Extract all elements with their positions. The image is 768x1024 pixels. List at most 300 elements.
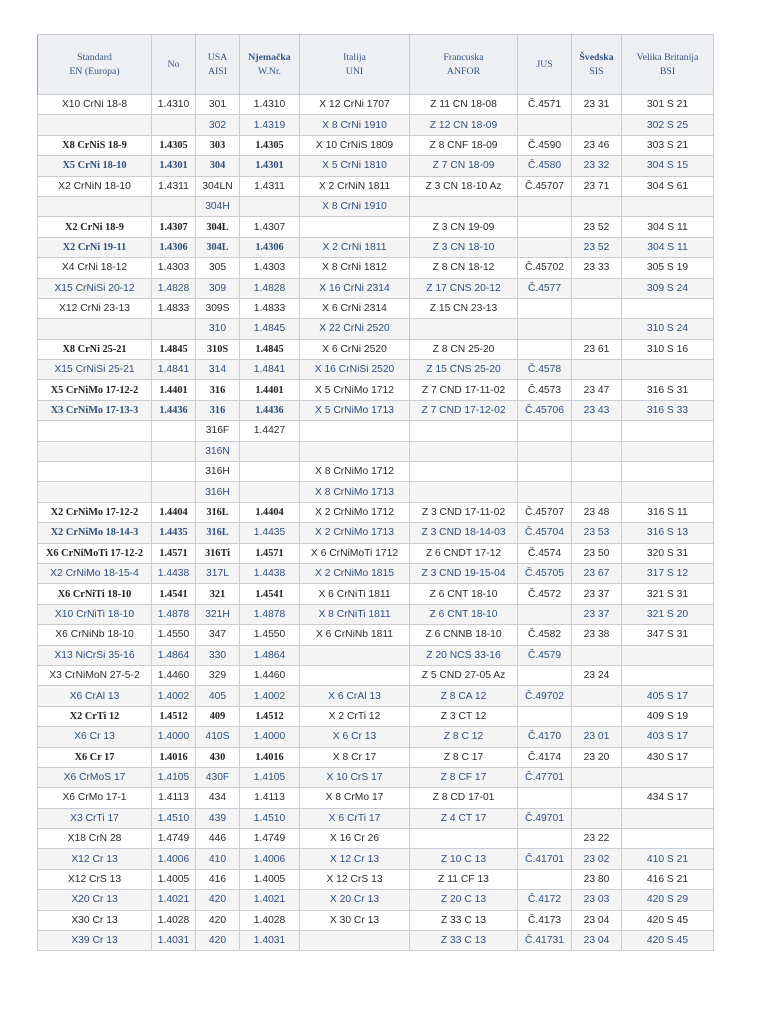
uni-cell: X 5 CrNi 1810 [300,156,410,176]
anfor-cell: Z 8 CN 18-12 [410,258,518,278]
bsi-cell: 316 S 11 [622,502,714,522]
bsi-cell: 301 S 21 [622,95,714,115]
bsi-cell: 420 S 45 [622,910,714,930]
sis-cell: 23 52 [572,217,622,237]
jus-cell: Č.4174 [518,747,572,767]
table-row [38,849,714,869]
aisi-cell: 405 [196,686,240,706]
en-designation-cell [38,462,152,482]
aisi-cell: 329 [196,665,240,685]
uni-cell: X 6 CrNiTi 1811 [300,584,410,604]
uni-cell: X 8 CrNiMo 1712 [300,462,410,482]
anfor-cell: Z 3 CN 19-09 [410,217,518,237]
anfor-cell: Z 8 C 12 [410,727,518,747]
sis-cell [572,767,622,787]
sis-cell: 23 46 [572,135,622,155]
anfor-cell: Z 3 CND 19-15-04 [410,563,518,583]
material-number-cell: 1.4864 [152,645,196,665]
wnr-cell: 1.4006 [240,849,300,869]
jus-cell: Č.45706 [518,400,572,420]
en-designation-cell: X12 CrS 13 [38,869,152,889]
jus-cell: Č.41701 [518,849,572,869]
jus-cell: Č.4571 [518,95,572,115]
aisi-cell: 316L [196,523,240,543]
en-designation-cell: X4 CrNi 18-12 [38,258,152,278]
uni-cell: X 20 Cr 13 [300,890,410,910]
wnr-cell: 1.4864 [240,645,300,665]
bsi-cell [622,298,714,318]
table-row [38,135,714,155]
bsi-cell: 434 S 17 [622,788,714,808]
bsi-cell: 302 S 25 [622,115,714,135]
wnr-cell: 1.4404 [240,502,300,522]
anfor-cell: Z 3 CND 17-11-02 [410,502,518,522]
bsi-cell: 403 S 17 [622,727,714,747]
aisi-cell: 303 [196,135,240,155]
uni-cell [300,441,410,461]
uni-cell: X 5 CrNiMo 1713 [300,400,410,420]
en-designation-cell: X12 CrNi 23-13 [38,298,152,318]
wnr-cell: 1.4427 [240,421,300,441]
jus-cell [518,829,572,849]
sis-cell [572,441,622,461]
bsi-cell: 320 S 31 [622,543,714,563]
aisi-cell: 304L [196,217,240,237]
jus-cell: Č.47701 [518,767,572,787]
wnr-cell: 1.4031 [240,931,300,951]
sis-cell [572,706,622,726]
en-designation-cell: X3 CrTi 17 [38,808,152,828]
uni-cell: X 12 Cr 13 [300,849,410,869]
bsi-cell: 304 S 11 [622,217,714,237]
table-row [38,706,714,726]
jus-cell [518,298,572,318]
table-row [38,441,714,461]
sis-cell: 23 37 [572,584,622,604]
en-designation-cell [38,319,152,339]
wnr-cell: 1.4000 [240,727,300,747]
material-number-cell [152,421,196,441]
bsi-cell: 310 S 16 [622,339,714,359]
jus-cell: Č.4579 [518,645,572,665]
aisi-cell: 416 [196,869,240,889]
jus-cell: Č.4590 [518,135,572,155]
material-number-cell [152,115,196,135]
aisi-cell: 309S [196,298,240,318]
bsi-cell: 347 S 31 [622,625,714,645]
aisi-cell: 316 [196,380,240,400]
sis-cell: 23 02 [572,849,622,869]
table-row [38,523,714,543]
wnr-cell [240,441,300,461]
material-number-cell: 1.4113 [152,788,196,808]
wnr-cell: 1.4301 [240,156,300,176]
bsi-cell [622,441,714,461]
sis-cell: 23 01 [572,727,622,747]
bsi-cell: 304 S 61 [622,176,714,196]
sis-cell: 23 03 [572,890,622,910]
material-number-cell: 1.4301 [152,156,196,176]
aisi-cell: 304LN [196,176,240,196]
bsi-cell: 409 S 19 [622,706,714,726]
header-sweden-sis: Švedska SIS [572,35,622,95]
bsi-cell [622,462,714,482]
uni-cell: X 6 CrNiMoTi 1712 [300,543,410,563]
material-number-cell: 1.4105 [152,767,196,787]
jus-cell: Č.45704 [518,523,572,543]
aisi-cell: 310S [196,339,240,359]
uni-cell: X 8 CrNi 1910 [300,115,410,135]
table-row [38,482,714,502]
material-number-cell: 1.4307 [152,217,196,237]
bsi-cell: 309 S 24 [622,278,714,298]
bsi-cell [622,645,714,665]
anfor-cell: Z 8 CA 12 [410,686,518,706]
jus-cell [518,237,572,257]
anfor-cell: Z 17 CNS 20-12 [410,278,518,298]
en-designation-cell: X2 CrNiMo 17-12-2 [38,502,152,522]
jus-cell: Č.41731 [518,931,572,951]
en-designation-cell: X2 CrNiMo 18-14-3 [38,523,152,543]
material-number-cell: 1.4016 [152,747,196,767]
en-designation-cell [38,482,152,502]
bsi-cell [622,482,714,502]
aisi-cell: 304L [196,237,240,257]
aisi-cell: 304H [196,196,240,216]
bsi-cell: 420 S 29 [622,890,714,910]
en-designation-cell: X13 NiCrSi 35-16 [38,645,152,665]
table-header [38,35,714,95]
table-row [38,421,714,441]
bsi-cell [622,808,714,828]
sis-cell: 23 47 [572,380,622,400]
en-designation-cell: X6 CrNiNb 18-10 [38,625,152,645]
material-number-cell: 1.4510 [152,808,196,828]
anfor-cell: Z 12 CN 18-09 [410,115,518,135]
jus-cell [518,319,572,339]
uni-cell [300,645,410,665]
wnr-cell: 1.4307 [240,217,300,237]
en-designation-cell: X30 Cr 13 [38,910,152,930]
wnr-cell: 1.4303 [240,258,300,278]
table-body [38,95,714,951]
bsi-cell: 410 S 21 [622,849,714,869]
bsi-cell: 321 S 31 [622,584,714,604]
en-designation-cell: X6 Cr 13 [38,727,152,747]
aisi-cell: 316H [196,462,240,482]
en-designation-cell: X2 CrTi 12 [38,706,152,726]
sis-cell [572,115,622,135]
wnr-cell: 1.4845 [240,339,300,359]
wnr-cell: 1.4571 [240,543,300,563]
sis-cell: 23 33 [572,258,622,278]
en-designation-cell: X2 CrNiN 18-10 [38,176,152,196]
aisi-cell: 304 [196,156,240,176]
aisi-cell: 446 [196,829,240,849]
en-designation-cell: X3 CrNiMoN 27-5-2 [38,665,152,685]
uni-cell: X 8 Cr 17 [300,747,410,767]
en-designation-cell: X6 CrAl 13 [38,686,152,706]
table-row [38,808,714,828]
bsi-cell: 317 S 12 [622,563,714,583]
table-row [38,890,714,910]
jus-cell [518,604,572,624]
en-designation-cell: X15 CrNiSi 25-21 [38,360,152,380]
bsi-cell: 321 S 20 [622,604,714,624]
table-row [38,604,714,624]
sis-cell: 23 67 [572,563,622,583]
table-row [38,196,714,216]
material-number-cell: 1.4438 [152,563,196,583]
bsi-cell: 303 S 21 [622,135,714,155]
sis-cell: 23 71 [572,176,622,196]
anfor-cell: Z 20 NCS 33-16 [410,645,518,665]
anfor-cell [410,482,518,502]
material-number-cell: 1.4541 [152,584,196,604]
uni-cell: X 8 CrNiTi 1811 [300,604,410,624]
material-number-cell: 1.4021 [152,890,196,910]
aisi-cell: 302 [196,115,240,135]
wnr-cell: 1.4311 [240,176,300,196]
header-germany-wnr: Njemačka W.Nr. [240,35,300,95]
wnr-cell [240,482,300,502]
anfor-cell: Z 11 CN 18-08 [410,95,518,115]
material-number-cell: 1.4841 [152,360,196,380]
anfor-cell: Z 3 CN 18-10 Az [410,176,518,196]
material-number-cell: 1.4878 [152,604,196,624]
uni-cell: X 6 CrTi 17 [300,808,410,828]
aisi-cell: 310 [196,319,240,339]
material-number-cell: 1.4460 [152,665,196,685]
jus-cell: Č.4582 [518,625,572,645]
sis-cell: 23 04 [572,931,622,951]
aisi-cell: 410 [196,849,240,869]
anfor-cell [410,319,518,339]
aisi-cell: 317L [196,563,240,583]
bsi-cell: 430 S 17 [622,747,714,767]
en-designation-cell: X6 CrMoS 17 [38,767,152,787]
aisi-cell: 316F [196,421,240,441]
table-row [38,625,714,645]
en-designation-cell: X39 Cr 13 [38,931,152,951]
table-row [38,380,714,400]
table-row [38,462,714,482]
material-number-cell: 1.4310 [152,95,196,115]
en-designation-cell [38,421,152,441]
aisi-cell: 330 [196,645,240,665]
en-designation-cell: X12 Cr 13 [38,849,152,869]
table-row [38,217,714,237]
anfor-cell: Z 11 CF 13 [410,869,518,889]
wnr-cell: 1.4310 [240,95,300,115]
sis-cell: 23 20 [572,747,622,767]
anfor-cell: Z 4 CT 17 [410,808,518,828]
aisi-cell: 316H [196,482,240,502]
sis-cell: 23 37 [572,604,622,624]
sis-cell [572,278,622,298]
material-number-cell: 1.4005 [152,869,196,889]
sis-cell: 23 48 [572,502,622,522]
en-designation-cell: X10 CrNi 18-8 [38,95,152,115]
material-number-cell: 1.4311 [152,176,196,196]
wnr-cell: 1.4319 [240,115,300,135]
bsi-cell [622,665,714,685]
uni-cell: X 8 CrMo 17 [300,788,410,808]
wnr-cell: 1.4749 [240,829,300,849]
table-row [38,95,714,115]
wnr-cell: 1.4002 [240,686,300,706]
jus-cell: Č.4573 [518,380,572,400]
material-number-cell: 1.4436 [152,400,196,420]
anfor-cell: Z 15 CN 23-13 [410,298,518,318]
jus-cell [518,217,572,237]
uni-cell [300,665,410,685]
anfor-cell: Z 7 CND 17-12-02 [410,400,518,420]
uni-cell: X 2 CrNiMo 1713 [300,523,410,543]
uni-cell [300,421,410,441]
jus-cell [518,706,572,726]
bsi-cell: 316 S 13 [622,523,714,543]
en-designation-cell: X10 CrNiTi 18-10 [38,604,152,624]
header-italy-uni: Italija UNI [300,35,410,95]
sis-cell [572,686,622,706]
jus-cell: Č.4578 [518,360,572,380]
en-designation-cell: X2 CrNiMo 18-15-4 [38,563,152,583]
aisi-cell: 420 [196,890,240,910]
anfor-cell: Z 33 C 13 [410,931,518,951]
uni-cell: X 2 CrNiMo 1712 [300,502,410,522]
jus-cell: Č.49701 [518,808,572,828]
material-number-cell: 1.4828 [152,278,196,298]
material-number-cell [152,196,196,216]
jus-cell [518,441,572,461]
bsi-cell: 304 S 15 [622,156,714,176]
uni-cell: X 16 Cr 26 [300,829,410,849]
table-row [38,502,714,522]
sis-cell: 23 04 [572,910,622,930]
jus-cell: Č.4572 [518,584,572,604]
sis-cell: 23 43 [572,400,622,420]
uni-cell: X 30 Cr 13 [300,910,410,930]
bsi-cell: 304 S 11 [622,237,714,257]
material-number-cell: 1.4006 [152,849,196,869]
aisi-cell: 420 [196,931,240,951]
jus-cell [518,115,572,135]
aisi-cell: 430F [196,767,240,787]
table-row [38,727,714,747]
en-designation-cell: X5 CrNi 18-10 [38,156,152,176]
uni-cell: X 6 CrAl 13 [300,686,410,706]
en-designation-cell: X6 CrNiMoTi 17-12-2 [38,543,152,563]
anfor-cell: Z 8 CNF 18-09 [410,135,518,155]
wnr-cell: 1.4021 [240,890,300,910]
jus-cell [518,665,572,685]
en-designation-cell [38,441,152,461]
anfor-cell: Z 3 CT 12 [410,706,518,726]
jus-cell: Č.4172 [518,890,572,910]
sis-cell [572,421,622,441]
anfor-cell: Z 8 CF 17 [410,767,518,787]
material-number-cell: 1.4401 [152,380,196,400]
uni-cell: X 5 CrNiMo 1712 [300,380,410,400]
sis-cell: 23 22 [572,829,622,849]
en-designation-cell: X5 CrNiMo 17-12-2 [38,380,152,400]
wnr-cell: 1.4105 [240,767,300,787]
anfor-cell: Z 3 CN 18-10 [410,237,518,257]
jus-cell [518,421,572,441]
jus-cell: Č.45707 [518,502,572,522]
jus-cell: Č.45705 [518,563,572,583]
aisi-cell: 321 [196,584,240,604]
uni-cell: X 8 CrNi 1812 [300,258,410,278]
table-row [38,319,714,339]
anfor-cell: Z 15 CNS 25-20 [410,360,518,380]
sis-cell [572,808,622,828]
table-row [38,584,714,604]
jus-cell [518,869,572,889]
aisi-cell: 439 [196,808,240,828]
table-row [38,747,714,767]
sis-cell [572,645,622,665]
steel-equivalence-table [37,34,714,951]
anfor-cell: Z 10 C 13 [410,849,518,869]
uni-cell [300,931,410,951]
aisi-cell: 309 [196,278,240,298]
aisi-cell: 420 [196,910,240,930]
aisi-cell: 301 [196,95,240,115]
en-designation-cell [38,196,152,216]
material-number-cell: 1.4306 [152,237,196,257]
wnr-cell: 1.4460 [240,665,300,685]
jus-cell [518,196,572,216]
material-number-cell: 1.4303 [152,258,196,278]
sis-cell [572,298,622,318]
wnr-cell: 1.4305 [240,135,300,155]
en-designation-cell: X6 Cr 17 [38,747,152,767]
bsi-cell [622,767,714,787]
anfor-cell: Z 8 C 17 [410,747,518,767]
anfor-cell: Z 8 CD 17-01 [410,788,518,808]
table-row [38,543,714,563]
sis-cell [572,319,622,339]
anfor-cell: Z 6 CNDT 17-12 [410,543,518,563]
bsi-cell [622,421,714,441]
anfor-cell: Z 7 CN 18-09 [410,156,518,176]
header-usa-aisi: USA AISI [196,35,240,95]
material-number-cell: 1.4833 [152,298,196,318]
wnr-cell: 1.4833 [240,298,300,318]
bsi-cell: 310 S 24 [622,319,714,339]
anfor-cell: Z 6 CNT 18-10 [410,584,518,604]
anfor-cell: Z 6 CNT 18-10 [410,604,518,624]
anfor-cell [410,441,518,461]
table-row [38,910,714,930]
bsi-cell: 416 S 21 [622,869,714,889]
material-number-cell [152,319,196,339]
jus-cell [518,482,572,502]
wnr-cell: 1.4845 [240,319,300,339]
bsi-cell [622,829,714,849]
jus-cell: Č.4580 [518,156,572,176]
aisi-cell: 347 [196,625,240,645]
en-designation-cell: X20 Cr 13 [38,890,152,910]
uni-cell: X 2 CrNi 1811 [300,237,410,257]
uni-cell: X 8 CrNi 1910 [300,196,410,216]
en-designation-cell: X15 CrNiSi 20-12 [38,278,152,298]
en-designation-cell: X8 CrNiS 18-9 [38,135,152,155]
aisi-cell: 305 [196,258,240,278]
wnr-cell: 1.4401 [240,380,300,400]
